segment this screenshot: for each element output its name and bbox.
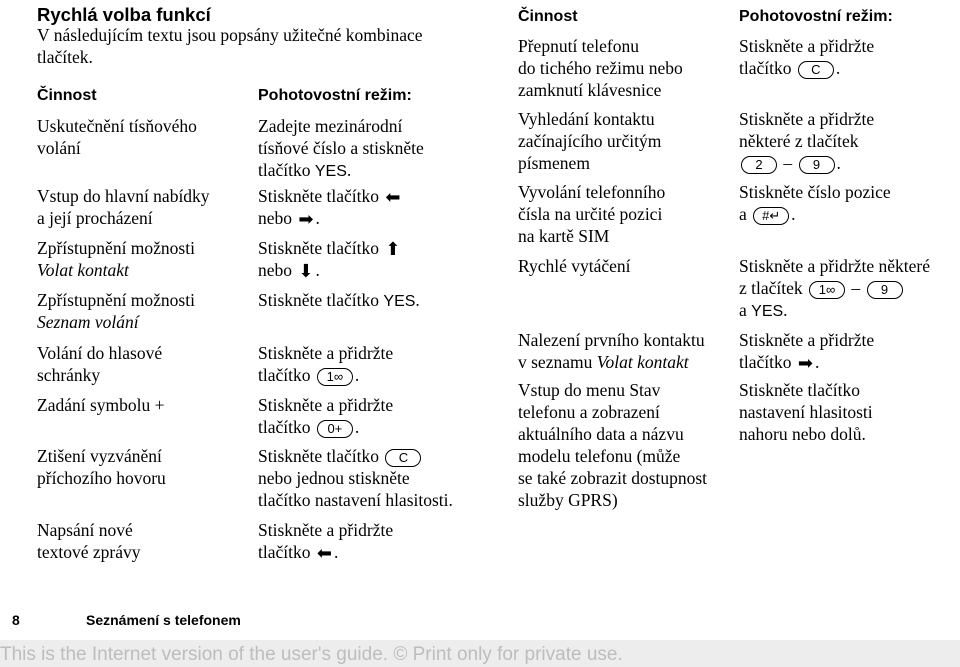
- standby-text: Stiskněte tlačítko: [258, 290, 380, 310]
- standby-text: tlačítko: [258, 160, 311, 180]
- action-text: Přepnutí telefonu: [518, 36, 640, 56]
- left-arrow-icon: ⬅: [316, 542, 332, 564]
- key-0-plus-icon: 0+: [317, 420, 353, 438]
- key-1-voicemail-icon: 1∞: [809, 281, 845, 299]
- punctuation: .: [836, 153, 841, 173]
- table-row: [37, 289, 195, 333]
- column-header-action: Činnost: [518, 8, 578, 25]
- punctuation: .: [791, 204, 796, 224]
- table-row: [37, 185, 210, 229]
- standby-text: nebo: [258, 208, 293, 228]
- table-row: [37, 237, 195, 281]
- action-text: a její procházení: [37, 208, 153, 228]
- page-title: Rychlá volba funkcí: [37, 4, 211, 25]
- standby-cell: [739, 108, 874, 174]
- right-arrow-icon: ➡: [797, 352, 813, 374]
- standby-text: Stiskněte tlačítko: [258, 238, 380, 258]
- punctuation: .: [814, 352, 820, 372]
- standby-text: Stiskněte a přidržte: [258, 520, 394, 540]
- action-text: schránky: [37, 365, 101, 385]
- standby-text: nebo: [258, 260, 293, 280]
- action-text: Uskutečnění tísňového: [37, 116, 197, 136]
- punctuation: .: [333, 542, 339, 562]
- standby-cell: [258, 185, 403, 229]
- table-row: [518, 108, 661, 174]
- table-row: [37, 342, 162, 386]
- action-text: Vyvolání telefonního: [518, 182, 666, 202]
- standby-text: tlačítko: [258, 542, 311, 562]
- left-arrow-icon: ⬅: [385, 186, 401, 208]
- action-text: Nalezení prvního kontaktu: [518, 330, 705, 350]
- key-1-voicemail-icon: 1∞: [317, 368, 353, 386]
- standby-text: tlačítko: [739, 58, 792, 78]
- key-c-icon: C: [385, 449, 421, 467]
- range-dash: –: [783, 153, 793, 173]
- section-title: Seznámení s telefonem: [86, 612, 241, 628]
- standby-cell: [739, 255, 930, 323]
- key-9-icon: 9: [867, 281, 903, 299]
- standby-text: Stiskněte a přidržte některé: [739, 256, 930, 276]
- table-row: [518, 255, 631, 277]
- key-9-icon: 9: [799, 156, 835, 174]
- standby-text: tlačítko: [258, 365, 311, 385]
- table-row: [518, 35, 683, 101]
- action-text: v seznamu: [518, 352, 593, 372]
- standby-text: Stiskněte a přidržte: [258, 395, 394, 415]
- table-row: [518, 329, 705, 373]
- right-arrow-icon: ➡: [298, 208, 314, 230]
- column-header-standby: Pohotovostní režim:: [258, 87, 412, 104]
- standby-cell: [258, 237, 403, 281]
- standby-cell: [258, 115, 424, 183]
- action-text-italic: Volat kontakt: [596, 352, 689, 372]
- standby-text: tlačítko: [258, 417, 311, 437]
- standby-text: Stiskněte a přidržte: [739, 330, 875, 350]
- standby-text: nahoru nebo dolů.: [739, 424, 866, 444]
- standby-text: a: [739, 300, 747, 320]
- standby-text: tlačítko nastavení hlasitosti.: [258, 490, 453, 510]
- action-text: příchozího hovoru: [37, 468, 166, 488]
- standby-text: Zadejte mezinárodní: [258, 116, 403, 136]
- punctuation: .: [315, 208, 320, 228]
- action-text: Vstup do menu Stav: [518, 380, 661, 400]
- standby-text: Stiskněte tlačítko: [258, 446, 380, 466]
- standby-text: Stiskněte a přidržte: [258, 343, 394, 363]
- action-text: na kartě SIM: [518, 226, 610, 246]
- punctuation: .: [346, 160, 352, 180]
- standby-cell: [258, 289, 420, 313]
- action-text: Seznam volání: [37, 312, 139, 332]
- standby-cell: [258, 342, 393, 386]
- standby-text: Stiskněte tlačítko: [258, 186, 380, 206]
- action-text: se také zobrazit dostupnost: [518, 468, 708, 488]
- action-text: do tichého režimu nebo: [518, 58, 683, 78]
- key-2-icon: 2: [741, 156, 777, 174]
- column-header-standby: Pohotovostní režim:: [739, 8, 893, 25]
- standby-text: z tlačítek: [739, 278, 803, 298]
- standby-text: Stiskněte tlačítko: [739, 380, 861, 400]
- standby-text: tlačítko: [739, 352, 792, 372]
- table-row: [37, 519, 141, 563]
- key-hash-icon: #↵: [753, 207, 789, 225]
- punctuation: .: [315, 260, 320, 280]
- range-dash: –: [851, 278, 861, 298]
- action-text: Zpřístupnění možnosti: [37, 290, 195, 310]
- standby-text: nebo jednou stiskněte: [258, 468, 410, 488]
- action-text: zamknutí klávesnice: [518, 80, 662, 100]
- standby-cell: [258, 445, 453, 511]
- action-text: Zpřístupnění možnosti: [37, 238, 195, 258]
- standby-cell: [739, 379, 873, 445]
- action-text: začínajícího určitým: [518, 131, 662, 151]
- action-text: telefonu a zobrazení: [518, 402, 660, 422]
- standby-text: tísňové číslo a stiskněte: [258, 138, 424, 158]
- intro-text: V následujícím textu jsou popsány užitečné kombinace tlačítek.: [37, 25, 423, 67]
- punctuation: .: [835, 58, 841, 78]
- action-text: Zadání symbolu +: [37, 395, 165, 415]
- column-header-action: Činnost: [37, 87, 97, 104]
- standby-cell: [739, 181, 891, 225]
- action-text: Volat kontakt: [37, 260, 129, 280]
- action-text: čísla na určité pozici: [518, 204, 663, 224]
- table-row: [37, 445, 166, 489]
- action-text: Vstup do hlavní nabídky: [37, 186, 210, 206]
- yes-key-label: YES: [314, 163, 347, 180]
- table-row: [37, 115, 197, 159]
- down-arrow-icon: ⬇: [298, 260, 314, 282]
- punctuation: .: [415, 290, 420, 310]
- standby-cell: [739, 35, 874, 79]
- standby-text: nastavení hlasitosti: [739, 402, 873, 422]
- action-text: volání: [37, 138, 81, 158]
- action-text: Napsání nové: [37, 520, 133, 540]
- standby-text: Stiskněte číslo pozice: [739, 182, 891, 202]
- standby-text: Stiskněte a přidržte: [739, 36, 875, 56]
- action-text: aktuálního data a názvu: [518, 424, 684, 444]
- banner-text: This is the Internet version of the user's guide. © Print only for private use.: [0, 644, 623, 665]
- action-text: Rychlé vytáčení: [518, 256, 631, 276]
- action-text: Ztišení vyzvánění: [37, 446, 162, 466]
- action-text: služby GPRS): [518, 490, 618, 510]
- page-number: 8: [12, 612, 20, 628]
- standby-cell: [258, 519, 393, 563]
- standby-text: Stiskněte a přidržte: [739, 109, 875, 129]
- table-row: [518, 181, 665, 247]
- yes-key-label: YES: [751, 303, 784, 320]
- standby-text: některé z tlačítek: [739, 131, 859, 151]
- table-row: [37, 394, 165, 416]
- punctuation: .: [354, 365, 360, 385]
- standby-cell: [739, 329, 874, 373]
- action-text: textové zprávy: [37, 542, 141, 562]
- action-text: písmenem: [518, 153, 590, 173]
- standby-cell: [258, 394, 393, 438]
- punctuation: .: [783, 300, 788, 320]
- standby-text: a: [739, 204, 747, 224]
- action-text: Volání do hlasové: [37, 343, 163, 363]
- up-arrow-icon: ⬆: [385, 238, 401, 260]
- action-text: modelu telefonu (může: [518, 446, 681, 466]
- action-text: Vyhledání kontaktu: [518, 109, 655, 129]
- yes-key-label: YES: [383, 293, 416, 310]
- punctuation: .: [354, 417, 360, 437]
- key-c-icon: C: [798, 61, 834, 79]
- table-row: [518, 379, 707, 511]
